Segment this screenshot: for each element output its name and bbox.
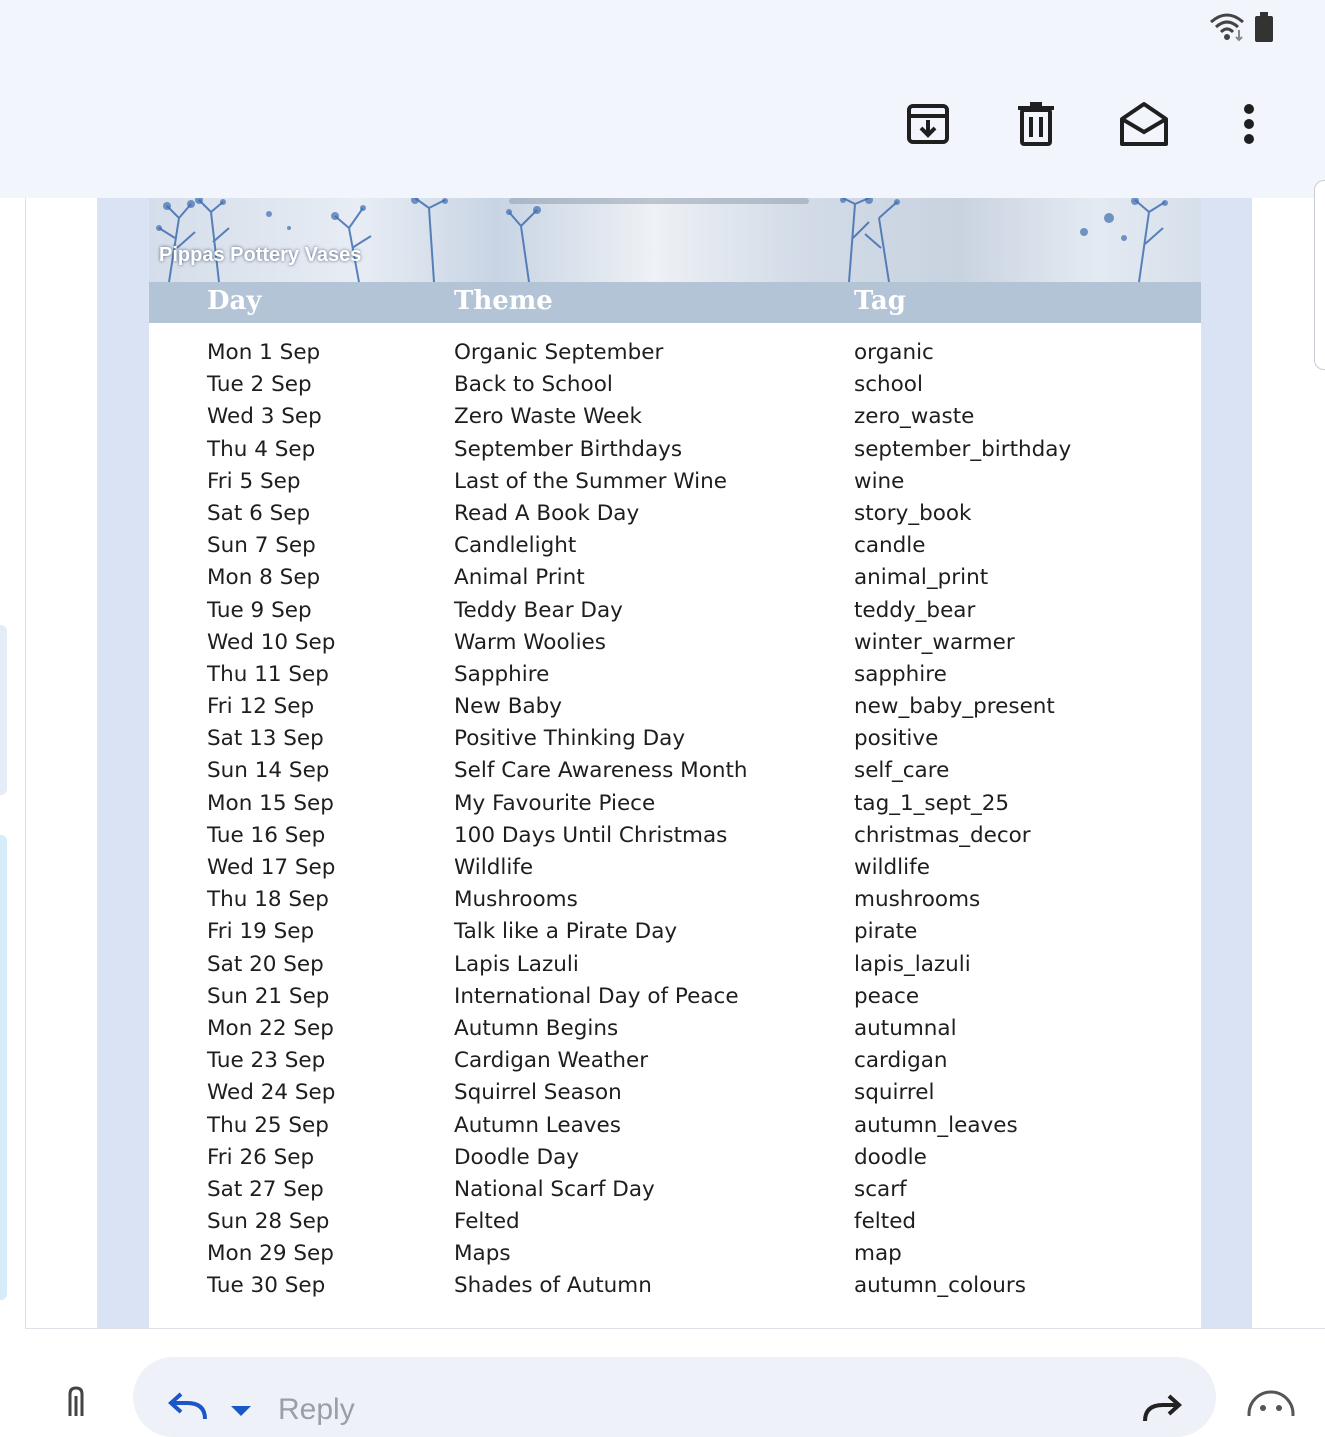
cell-tag: organic [854,340,934,365]
cell-theme: Shades of Autumn [454,1273,652,1299]
table-row [149,823,1201,855]
cell-theme: Autumn Leaves [454,1112,621,1138]
cell-tag: pirate [854,919,918,945]
cell-day: Wed 17 Sep [207,855,336,880]
table-row [149,1177,1201,1209]
cell-tag: squirrel [854,1080,935,1106]
cell-theme: New Baby [454,694,563,720]
reply-placeholder: Reply [278,1393,355,1426]
cell-tag: autumnal [854,1015,957,1041]
delete-button[interactable] [1006,96,1066,156]
side-handle-secondary[interactable] [0,835,7,1300]
table-row [149,1209,1201,1241]
cell-day: Fri 19 Sep [207,919,315,945]
table-row [149,598,1201,630]
table-row [149,1080,1201,1112]
schedule-table-body [149,340,1201,1306]
cell-day: Wed 24 Sep [207,1080,336,1106]
cell-tag: christmas_decor [854,822,1031,848]
cell-day: Thu 18 Sep [207,887,329,913]
cell-theme: Animal Print [454,565,585,591]
cell-day: Wed 10 Sep [207,629,336,655]
cell-day: Sat 6 Sep [207,500,311,526]
table-row [149,919,1201,951]
cell-theme: Talk like a Pirate Day [454,919,678,945]
cell-day: Tue 2 Sep [207,372,312,398]
cell-tag: positive [854,726,939,752]
table-row [149,340,1201,372]
cell-day: Thu 11 Sep [207,661,329,687]
cell-tag: school [854,372,923,398]
table-header [149,282,1201,323]
cell-tag: felted [854,1209,917,1235]
cell-day: Tue 9 Sep [207,597,312,623]
table-row [149,855,1201,887]
mark-unread-icon [1119,101,1169,151]
table-row [149,469,1201,501]
cell-day: Sat 20 Sep [207,951,324,977]
cell-theme: Warm Woolies [454,629,606,655]
reply-icon[interactable] [165,1391,209,1425]
mark-unread-button[interactable] [1114,96,1174,156]
cell-theme: Read A Book Day [454,500,640,526]
cell-tag: mushrooms [854,887,981,913]
cell-theme: Maps [454,1241,511,1267]
table-row [149,758,1201,790]
cell-day: Thu 25 Sep [207,1112,329,1138]
cell-day: Tue 23 Sep [207,1048,326,1074]
table-row [149,1145,1201,1177]
cell-tag: scarf [854,1176,907,1202]
column-header-theme: Theme [454,286,553,316]
cell-tag: winter_warmer [854,629,1015,655]
cell-day: Sun 7 Sep [207,533,316,559]
cell-tag: wine [854,468,905,494]
cell-day: Sun 21 Sep [207,983,330,1009]
archive-icon [906,102,950,150]
cell-day: Tue 16 Sep [207,822,326,848]
forward-icon[interactable] [1141,1393,1185,1427]
table-row [149,1048,1201,1080]
banner-image [149,198,1201,282]
cell-tag: sapphire [854,661,947,687]
cell-day: Wed 3 Sep [207,404,322,430]
left-divider [25,198,26,1328]
cell-theme: Positive Thinking Day [454,726,686,752]
delete-icon [1016,101,1056,151]
cell-theme: National Scarf Day [454,1176,655,1202]
botanical-print-illustration [149,198,1201,282]
cell-theme: Teddy Bear Day [454,597,623,623]
reply-divider [25,1328,1325,1329]
cell-theme: Lapis Lazuli [454,951,579,977]
table-row [149,437,1201,469]
cell-tag: wildlife [854,855,930,880]
table-row [149,1241,1201,1273]
cell-tag: map [854,1241,902,1267]
cell-tag: autumn_colours [854,1273,1026,1299]
table-row [149,952,1201,984]
cell-theme: Back to School [454,372,613,398]
cell-theme: Cardigan Weather [454,1048,649,1074]
cell-day: Thu 4 Sep [207,436,316,462]
cell-day: Mon 22 Sep [207,1015,334,1041]
table-row [149,726,1201,758]
cell-day: Sat 13 Sep [207,726,324,752]
column-header-tag: Tag [854,286,906,316]
email-content-frame [97,198,1252,1328]
status-bar [1207,10,1275,48]
cell-tag: lapis_lazuli [854,951,971,977]
table-row [149,1113,1201,1145]
chevron-down-icon[interactable] [229,1403,253,1422]
wifi-icon [1207,10,1247,48]
cell-day: Sun 14 Sep [207,758,330,784]
cell-day: Mon 29 Sep [207,1241,334,1267]
cell-theme: September Birthdays [454,436,683,462]
cell-day: Sat 27 Sep [207,1176,324,1202]
table-row [149,1273,1201,1305]
table-row [149,694,1201,726]
cell-theme: Mushrooms [454,887,578,913]
cell-tag: tag_1_sept_25 [854,790,1010,816]
cell-tag: teddy_bear [854,597,976,623]
cell-tag: animal_print [854,565,989,591]
cell-theme: Autumn Begins [454,1015,619,1041]
cell-tag: story_book [854,500,972,526]
table-row [149,372,1201,404]
cell-day: Mon 8 Sep [207,565,321,591]
cell-tag: new_baby_present [854,694,1055,720]
table-row [149,887,1201,919]
cell-tag: september_birthday [854,436,1072,462]
cell-tag: zero_waste [854,404,975,430]
cell-day: Sun 28 Sep [207,1209,330,1235]
cell-theme: Last of the Summer Wine [454,468,727,494]
cell-theme: International Day of Peace [454,983,739,1009]
cell-tag: cardigan [854,1048,948,1074]
cell-theme: Zero Waste Week [454,404,642,430]
cell-theme: Candlelight [454,533,577,559]
table-row [149,984,1201,1016]
cell-tag: peace [854,983,920,1009]
table-row [149,791,1201,823]
table-row [149,533,1201,565]
cell-theme: 100 Days Until Christmas [454,822,728,848]
cell-theme: Squirrel Season [454,1080,622,1106]
cell-tag: doodle [854,1144,927,1170]
battery-icon [1253,10,1275,48]
reply-bar[interactable] [133,1357,1216,1437]
cell-theme: Doodle Day [454,1144,580,1170]
table-row [149,404,1201,436]
attachment-icon[interactable] [62,1386,92,1420]
column-header-day: Day [207,286,262,316]
table-row [149,565,1201,597]
more-options-button[interactable] [1219,96,1279,156]
more-vert-icon [1242,104,1256,148]
table-row [149,501,1201,533]
cell-day: Fri 26 Sep [207,1144,315,1170]
side-handle[interactable] [0,625,7,795]
cell-day: Fri 12 Sep [207,694,315,720]
cell-day: Mon 15 Sep [207,790,334,816]
archive-button[interactable] [898,96,958,156]
cell-theme: Felted [454,1209,520,1235]
cell-day: Tue 30 Sep [207,1273,326,1299]
cell-theme: My Favourite Piece [454,790,656,816]
cell-theme: Sapphire [454,661,550,687]
table-row [149,1016,1201,1048]
cell-day: Fri 5 Sep [207,468,301,494]
cell-theme: Wildlife [454,855,534,880]
emoji-icon[interactable] [1246,1386,1296,1420]
cell-theme: Self Care Awareness Month [454,758,748,784]
banner-title: Pippas Pottery Vases [159,244,362,266]
table-row [149,630,1201,662]
email-newsletter [149,198,1201,1328]
cell-tag: self_care [854,758,950,784]
app-bar [0,0,1325,198]
scroll-tab[interactable] [1314,180,1325,370]
cell-tag: autumn_leaves [854,1112,1018,1138]
cell-day: Mon 1 Sep [207,340,321,365]
table-row [149,662,1201,694]
cell-tag: candle [854,533,926,559]
cell-theme: Organic September [454,340,664,365]
